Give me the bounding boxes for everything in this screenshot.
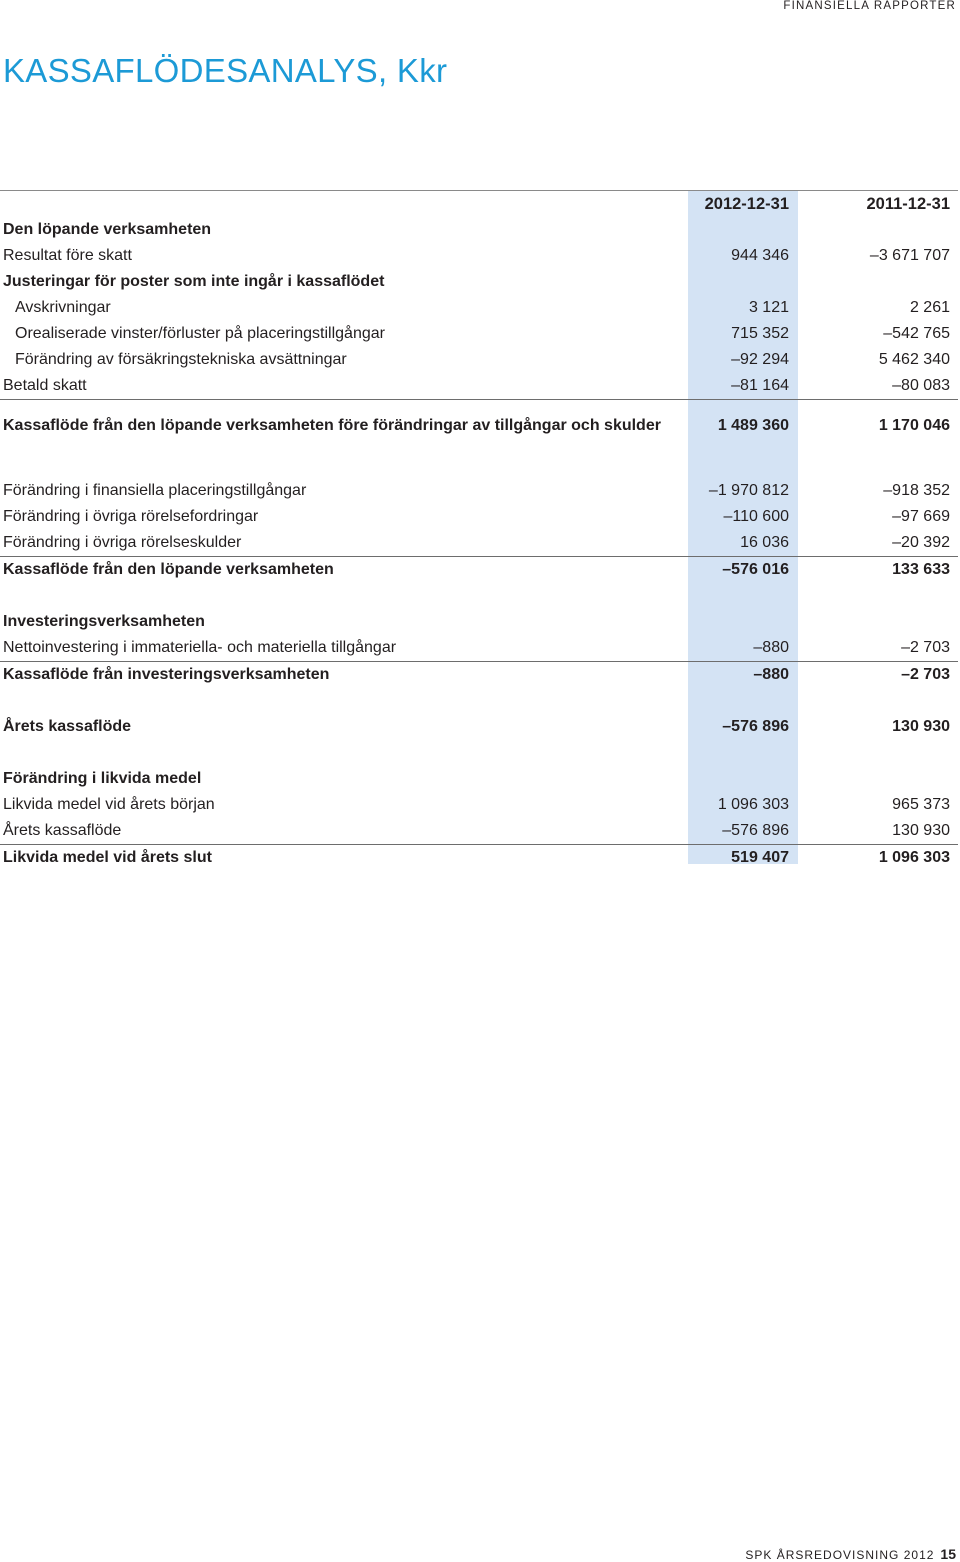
table-row: [0, 478, 958, 504]
row-label: Förändring i likvida medel: [3, 770, 202, 787]
value-2011: 1 170 046: [878, 417, 950, 434]
row-label: Förändring i övriga rörelseskulder: [3, 534, 242, 551]
row-label: Förändring i finansiella placeringstillgångar: [3, 482, 307, 499]
row-label: Betald skatt: [3, 377, 87, 394]
section-header: FINANSIELLA RAPPORTER: [783, 0, 956, 12]
row-label: Kassaflöde från den löpande verksamheten före förändringar av tillgångar och skulder: [3, 417, 661, 434]
row-label: Kassaflöde från investeringsverksamheten: [3, 666, 330, 683]
row-label: Resultat före skatt: [3, 247, 132, 264]
value-2011: 2 261: [909, 299, 950, 316]
column-header-row: [0, 191, 958, 217]
page-number: 15: [940, 1546, 956, 1562]
row-label: Förändring av försäkringstekniska avsättningar: [15, 351, 347, 368]
value-2011: –97 669: [892, 508, 950, 525]
value-2012: 1 096 303: [717, 796, 789, 813]
table-row: [0, 295, 958, 321]
section-heading: [0, 269, 958, 295]
value-2012: –880: [753, 666, 789, 683]
total-row: [0, 714, 958, 740]
row-label: Den löpande verksamheten: [3, 221, 212, 238]
row-label: Justeringar för poster som inte ingår i kassaflödet: [3, 273, 385, 290]
value-2011: 965 373: [892, 796, 950, 813]
total-row: [0, 845, 958, 871]
value-2012: 944 346: [731, 247, 789, 264]
value-2012: –110 600: [723, 508, 789, 525]
value-2012: 1 489 360: [717, 417, 789, 434]
page-title: KASSAFLÖDESANALYS, Kkr: [3, 52, 448, 89]
table-row: [0, 347, 958, 373]
subtotal-row: [0, 557, 958, 583]
row-label: Investeringsverksamheten: [3, 613, 205, 630]
subtotal-row: [0, 413, 958, 439]
row-label: Förändring i övriga rörelsefordringar: [3, 508, 259, 525]
column-header-2011: 2011-12-31: [866, 195, 950, 213]
value-2011: –918 352: [883, 482, 950, 499]
section-heading: [0, 766, 958, 792]
row-label: Nettoinvestering i immateriella- och materiella tillgångar: [3, 639, 397, 656]
row-label: Orealiserade vinster/förluster på placeringstillgångar: [15, 325, 385, 342]
footer-text: SPK ÅRSREDOVISNING 2012: [745, 1548, 935, 1562]
page-footer: [745, 1546, 956, 1562]
value-2012: –576 016: [722, 561, 789, 578]
row-label: Kassaflöde från den löpande verksamheten: [3, 561, 334, 578]
value-2011: –2 703: [901, 666, 950, 683]
table-row: [0, 243, 958, 269]
value-2012: 715 352: [731, 325, 789, 342]
row-label: Avskrivningar: [15, 299, 111, 316]
value-2012: 3 121: [748, 299, 789, 316]
table-row: [0, 530, 958, 557]
table-row: [0, 504, 958, 530]
row-label: Likvida medel vid årets slut: [3, 849, 212, 866]
value-2012: –576 896: [722, 822, 789, 839]
table-row: [0, 635, 958, 662]
value-2012: –92 294: [731, 351, 789, 368]
value-2012: –880: [753, 639, 789, 656]
value-2011: –20 392: [892, 534, 950, 551]
value-2011: –3 671 707: [869, 247, 950, 264]
value-2012: –1 970 812: [708, 482, 789, 499]
table-row: [0, 373, 958, 400]
value-2011: 130 930: [892, 718, 950, 735]
cash-flow-table: [0, 191, 958, 871]
row-label: Likvida medel vid årets början: [3, 796, 215, 813]
value-2012: –81 164: [731, 377, 789, 394]
row-label: Årets kassaflöde: [3, 822, 122, 839]
column-header-2012: 2012-12-31: [704, 195, 789, 213]
value-2011: –2 703: [901, 639, 950, 656]
row-label: Årets kassaflöde: [3, 718, 132, 735]
table-row: [0, 792, 958, 818]
value-2011: –80 083: [892, 377, 950, 394]
value-2011: 1 096 303: [878, 849, 950, 866]
table-row: [0, 321, 958, 347]
value-2011: 130 930: [892, 822, 950, 839]
value-2012: –576 896: [722, 718, 789, 735]
value-2012: 519 407: [731, 849, 789, 866]
table-row: [0, 818, 958, 845]
value-2011: 5 462 340: [878, 351, 950, 368]
section-heading: [0, 609, 958, 635]
value-2012: 16 036: [740, 534, 789, 551]
value-2011: 133 633: [892, 561, 950, 578]
section-heading: [0, 217, 958, 243]
value-2011: –542 765: [883, 325, 950, 342]
subtotal-row: [0, 662, 958, 688]
